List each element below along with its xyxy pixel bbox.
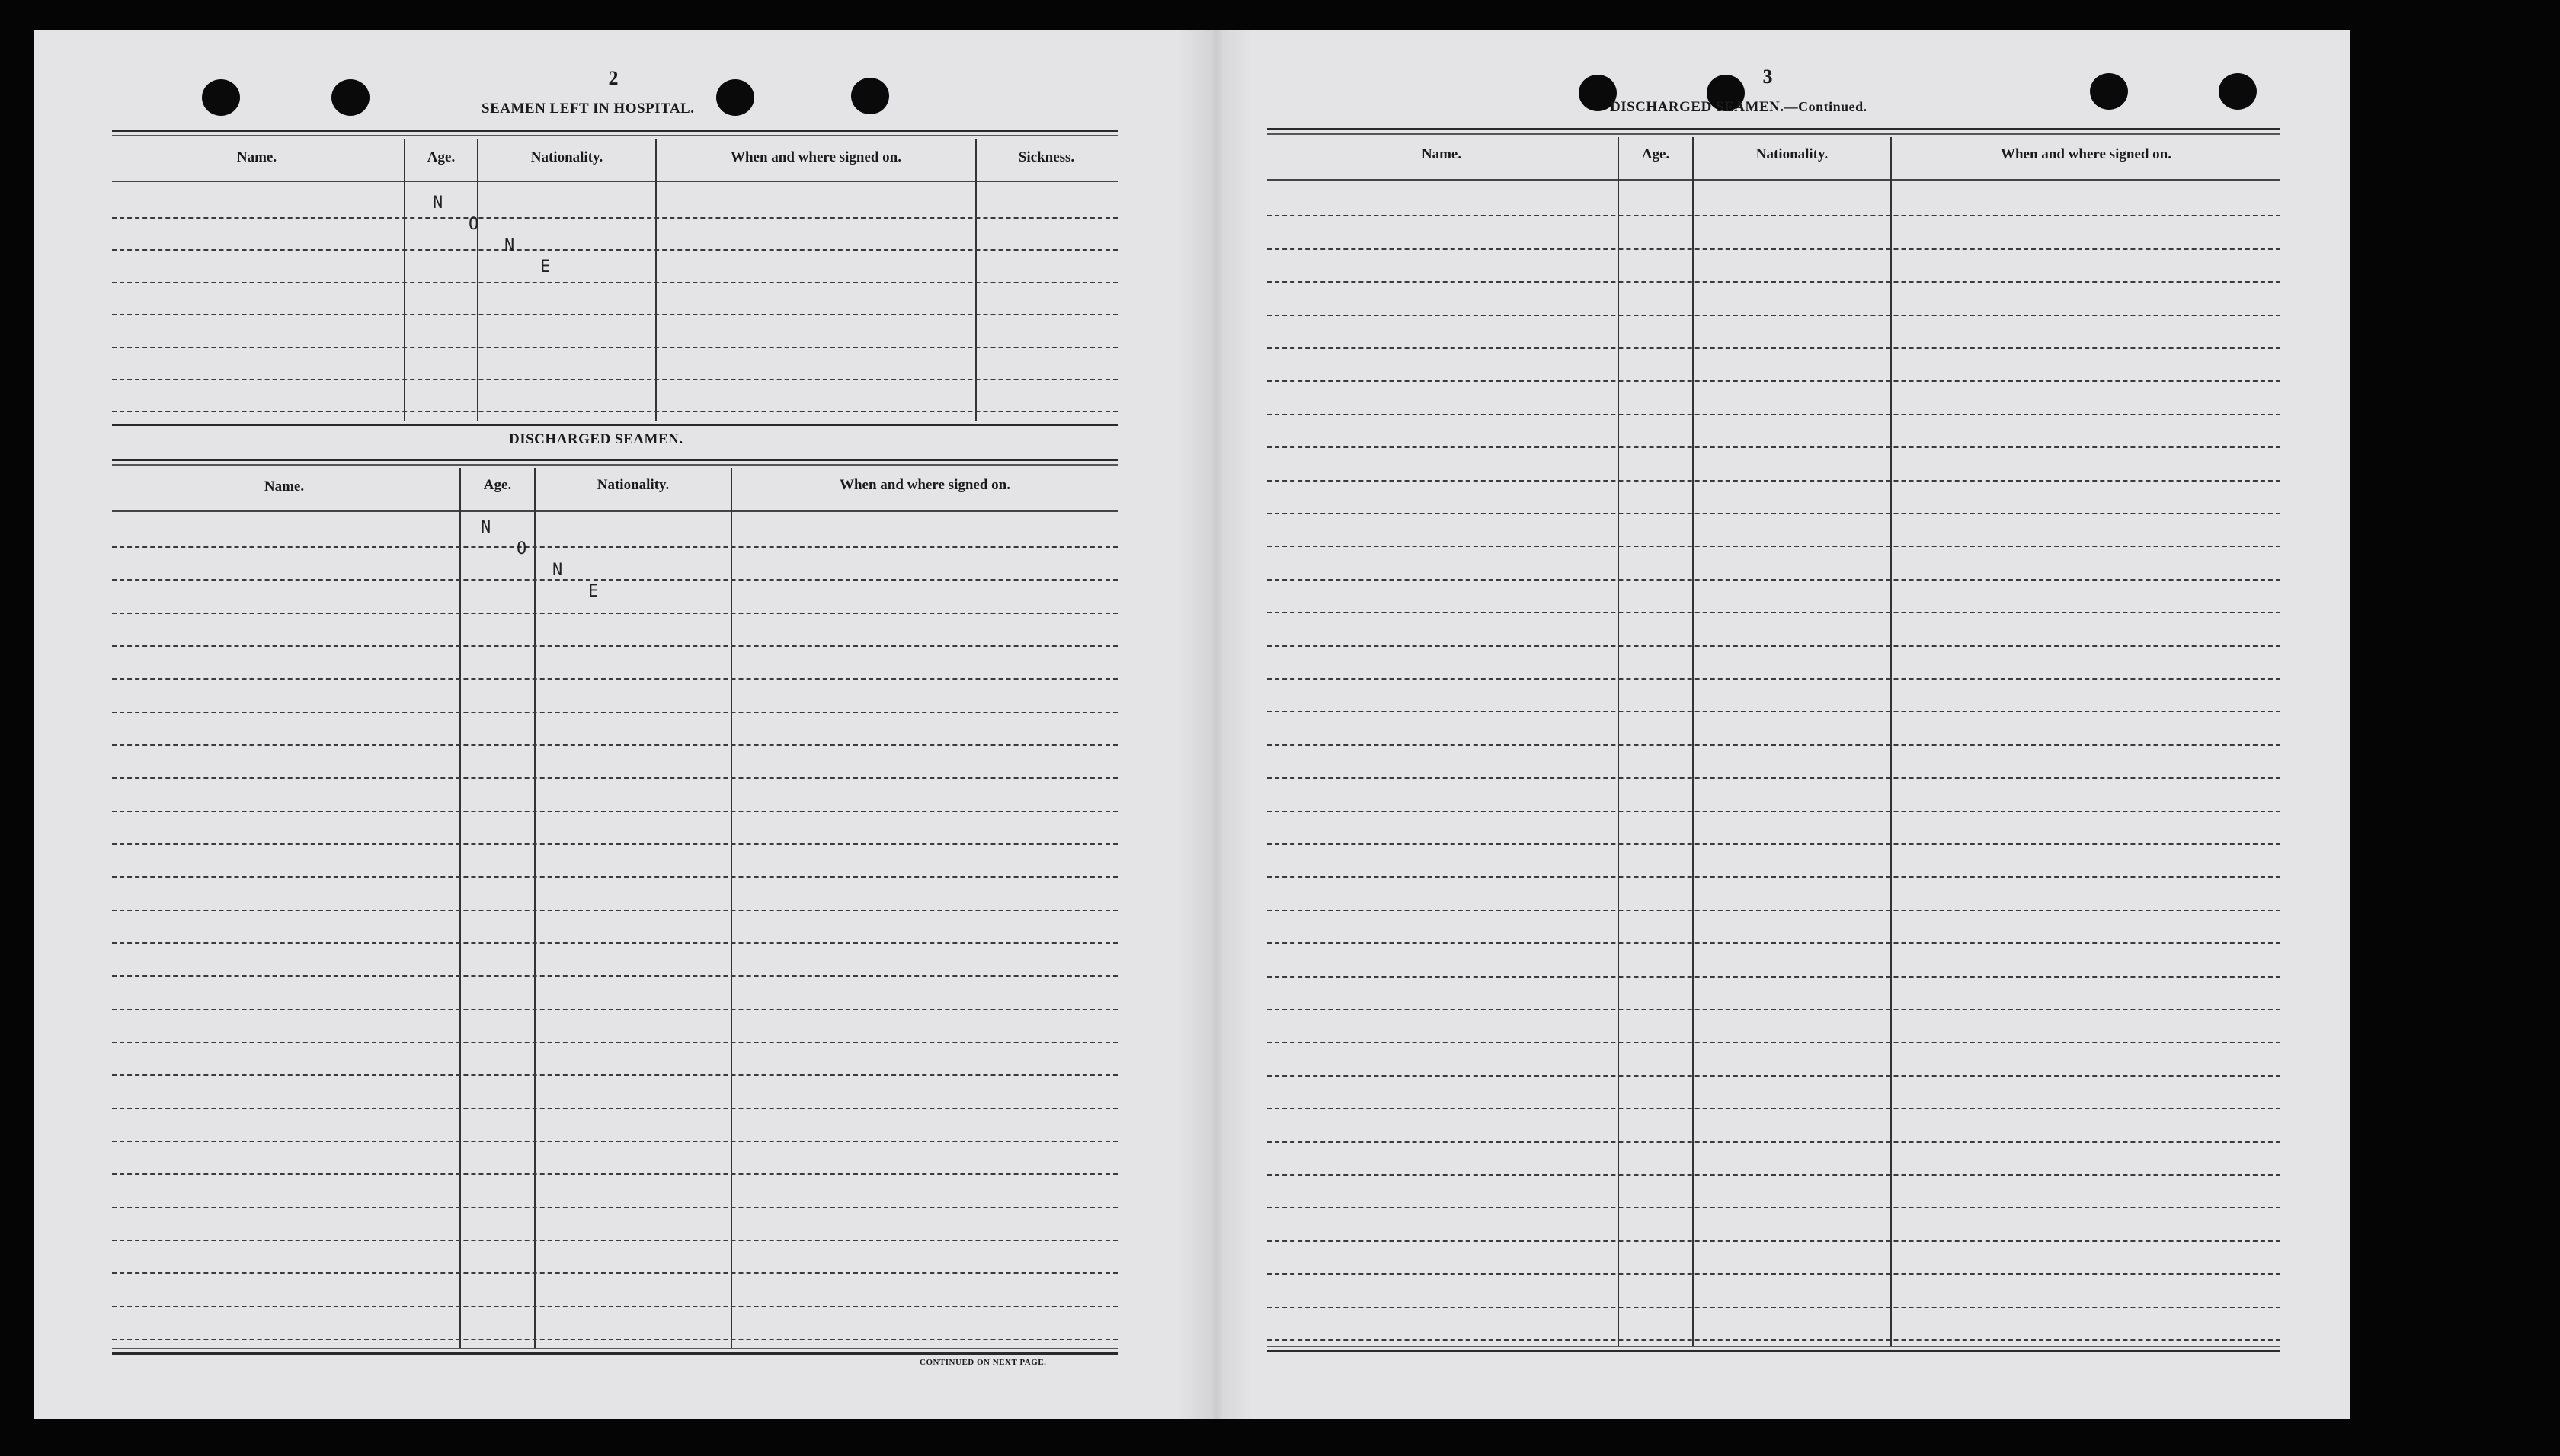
right-row-line — [1267, 1207, 2280, 1208]
hospital-col-nationality: Nationality. — [530, 149, 603, 165]
discharged-row-line — [112, 1042, 1118, 1043]
discharged-header-rule — [112, 510, 1118, 512]
right-row-line — [1267, 1108, 2280, 1109]
discharged-row-line — [112, 876, 1118, 878]
discharged-row-line — [112, 1240, 1118, 1241]
discharged-row-line — [112, 1207, 1118, 1208]
discharged-col-divider — [459, 468, 461, 1349]
right-col-divider — [1618, 137, 1619, 1346]
right-row-line — [1267, 876, 2280, 878]
right-top-rule-2 — [1267, 133, 2280, 135]
discharged-col-divider — [534, 468, 536, 1349]
hospital-entry-letter: E — [540, 258, 551, 277]
discharged-row-line — [112, 712, 1118, 713]
right-row-line — [1267, 910, 2280, 911]
right-row-line — [1267, 976, 2280, 978]
discharged-row-line — [112, 1173, 1118, 1175]
punch-hole — [716, 79, 754, 116]
discharged-col-nationality: Nationality. — [597, 477, 670, 493]
right-col-divider — [1890, 137, 1892, 1346]
hospital-row-line — [112, 379, 1118, 380]
right-page-number: 3 — [1762, 66, 1773, 88]
discharged-col-name: Name. — [264, 478, 305, 494]
right-col-name: Name. — [1421, 146, 1462, 162]
discharged-row-line — [112, 942, 1118, 944]
center-fold — [1177, 30, 1253, 1419]
hospital-row-line — [112, 314, 1118, 315]
discharged-row-line — [112, 1108, 1118, 1109]
right-top-rule — [1267, 128, 2280, 130]
discharged-row-line — [112, 613, 1118, 614]
discharged-row-line — [112, 777, 1118, 779]
right-header-rule — [1267, 179, 2280, 181]
right-row-line — [1267, 380, 2280, 382]
right-row-line — [1267, 645, 2280, 647]
right-row-line — [1267, 513, 2280, 514]
right-row-line — [1267, 1141, 2280, 1143]
right-bottom-rule — [1267, 1346, 2280, 1347]
right-row-line — [1267, 414, 2280, 415]
discharged-row-line — [112, 811, 1118, 812]
hospital-top-rule — [112, 130, 1118, 132]
right-row-line — [1267, 315, 2280, 316]
right-row-line — [1267, 480, 2280, 482]
right-row-line — [1267, 1075, 2280, 1077]
right-row-line — [1267, 546, 2280, 547]
right-row-line — [1267, 248, 2280, 250]
discharged-row-line — [112, 1074, 1118, 1076]
discharged-row-line — [112, 910, 1118, 911]
hospital-col-when-where: When and where signed on. — [730, 149, 901, 165]
hospital-row-line — [112, 282, 1118, 283]
right-title-suffix: —Continued. — [1784, 99, 1867, 114]
punch-hole — [202, 79, 240, 116]
right-row-line — [1267, 1339, 2280, 1341]
right-row-line — [1267, 347, 2280, 349]
discharged-entry-letter: N — [552, 561, 563, 580]
right-row-line — [1267, 215, 2280, 216]
right-row-line — [1267, 1240, 2280, 1242]
discharged-section-title: DISCHARGED SEAMEN. — [509, 431, 683, 447]
discharged-entry-letter: N — [481, 518, 491, 537]
punch-hole — [851, 78, 889, 114]
hospital-row-line — [112, 411, 1118, 412]
discharged-entry-letter: E — [588, 582, 599, 601]
right-row-line — [1267, 777, 2280, 779]
discharged-col-divider — [731, 468, 732, 1349]
right-row-line — [1267, 1009, 2280, 1010]
discharged-bottom-rule-2 — [112, 1352, 1118, 1355]
discharged-row-line — [112, 975, 1118, 977]
right-row-line — [1267, 1273, 2280, 1275]
right-row-line — [1267, 612, 2280, 613]
right-row-line — [1267, 711, 2280, 712]
discharged-row-line — [112, 1141, 1118, 1142]
document-sheet — [34, 30, 2350, 1419]
right-row-line — [1267, 843, 2280, 845]
left-page-number: 2 — [608, 67, 619, 89]
hospital-top-rule-2 — [112, 135, 1118, 136]
right-row-line — [1267, 744, 2280, 746]
discharged-row-line — [112, 645, 1118, 647]
right-row-line — [1267, 446, 2280, 448]
hospital-header-rule — [112, 181, 1118, 182]
punch-hole — [331, 79, 370, 116]
discharged-entry-letter: O — [517, 539, 527, 558]
discharged-row-line — [112, 546, 1118, 548]
punch-hole — [2090, 73, 2128, 110]
discharged-row-line — [112, 1009, 1118, 1010]
hospital-col-name: Name. — [236, 149, 277, 165]
discharged-bottom-rule — [112, 1348, 1118, 1349]
punch-hole — [2219, 73, 2257, 110]
discharged-col-age: Age. — [483, 477, 512, 493]
discharged-row-line — [112, 843, 1118, 845]
discharged-row-line — [112, 1306, 1118, 1307]
discharged-top-rule-2 — [112, 464, 1118, 466]
discharged-top-rule — [112, 459, 1118, 461]
right-row-line — [1267, 281, 2280, 283]
hospital-row-line — [112, 347, 1118, 348]
hospital-entry-letter: O — [469, 215, 479, 234]
continued-note: CONTINUED ON NEXT PAGE. — [920, 1358, 1047, 1367]
hospital-section-title: SEAMEN LEFT IN HOSPITAL. — [482, 101, 695, 117]
right-section-title — [1610, 99, 1867, 116]
discharged-row-line — [112, 744, 1118, 746]
right-col-nationality: Nationality. — [1755, 146, 1829, 162]
right-row-line — [1267, 1174, 2280, 1176]
right-row-line — [1267, 579, 2280, 581]
hospital-entry-letter: N — [433, 194, 443, 213]
right-row-line — [1267, 1042, 2280, 1043]
discharged-col-when-where: When and where signed on. — [839, 477, 1010, 493]
hospital-bottom-rule — [112, 424, 1118, 426]
right-bottom-rule-2 — [1267, 1350, 2280, 1352]
hospital-entry-letter: N — [504, 236, 515, 255]
right-row-line — [1267, 942, 2280, 944]
right-col-when-where: When and where signed on. — [2000, 146, 2171, 162]
right-row-line — [1267, 1307, 2280, 1308]
right-col-divider — [1692, 137, 1694, 1346]
right-col-age: Age. — [1641, 146, 1670, 162]
discharged-row-line — [112, 1339, 1118, 1340]
discharged-row-line — [112, 678, 1118, 680]
hospital-col-sickness: Sickness. — [1018, 149, 1075, 165]
right-title-main: DISCHARGED SEAMEN. — [1610, 99, 1784, 115]
right-row-line — [1267, 678, 2280, 680]
hospital-row-line — [112, 249, 1118, 251]
discharged-row-line — [112, 579, 1118, 581]
discharged-row-line — [112, 1272, 1118, 1274]
hospital-row-line — [112, 217, 1118, 219]
hospital-col-age: Age. — [427, 149, 456, 165]
right-row-line — [1267, 811, 2280, 812]
